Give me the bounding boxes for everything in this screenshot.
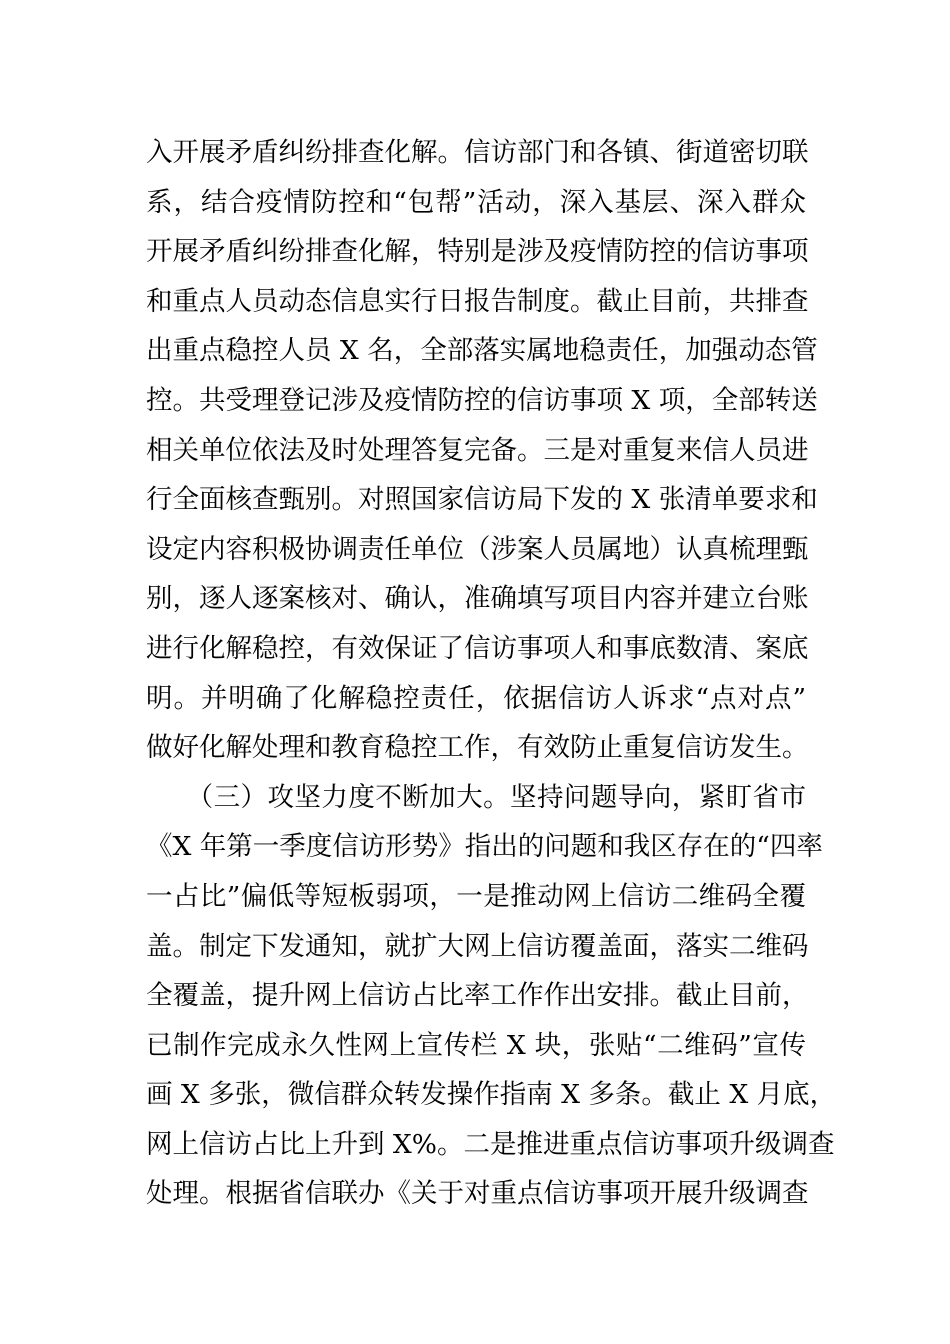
body-text [146,128,837,1219]
text-line: 行全面核查甄别。对照国家信访局下发的 X 张清单要求和 [146,484,818,516]
text-line: 系，结合疫情防控和“包帮”活动，深入基层、深入群众 [146,186,806,218]
text-line: 控。共受理登记涉及疫情防控的信访事项 X 项，全部转送 [146,384,818,416]
text-line: 和重点人员动态信息实行日报告制度。截止目前，共排查 [146,285,809,317]
text-line: 一占比”偏低等短板弱项，一是推动网上信访二维码全覆 [146,880,806,912]
text-line: 别，逐人逐案核对、确认，准确填写项目内容并建立台账 [146,583,809,615]
section-heading-line: （三）攻坚力度不断加大。坚持问题导向，紧盯省市 [146,781,806,813]
text-line: 已制作完成永久性网上宣传栏 X 块，张贴“二维码”宣传 [146,1029,806,1061]
text-line: 盖。制定下发通知，就扩大网上信访覆盖面，落实二维码 [146,930,809,962]
text-line: 处理。根据省信联办《关于对重点信访事项开展升级调查 [146,1178,809,1210]
text-line: 画 X 多张，微信群众转发操作指南 X 多条。截止 X 月底， [146,1079,837,1111]
text-line: 全覆盖，提升网上信访占比率工作作出安排。截止目前， [146,980,809,1012]
text-line: 出重点稳控人员 X 名，全部落实属地稳责任，加强动态管 [146,335,818,367]
text-line: 开展矛盾纠纷排查化解，特别是涉及疫情防控的信访事项 [146,236,809,268]
text-line: 网上信访占比上升到 X%。二是推进重点信访事项升级调查 [146,1128,835,1160]
text-line: 《X 年第一季度信访形势》指出的问题和我区存在的“四率 [146,831,823,863]
text-line: 入开展矛盾纠纷排查化解。信访部门和各镇、街道密切联 [146,137,809,168]
text-line: 进行化解稳控，有效保证了信访事项人和事底数清、案底 [146,632,809,664]
text-line: 设定内容积极协调责任单位（涉案人员属地）认真梳理甄 [146,533,809,565]
text-line: 做好化解处理和教育稳控工作，有效防止重复信访发生。 [146,732,809,764]
text-line: 明。并明确了化解稳控责任，依据信访人诉求“点对点” [146,682,806,714]
text-line: 相关单位依法及时处理答复完备。三是对重复来信人员进 [146,434,809,466]
